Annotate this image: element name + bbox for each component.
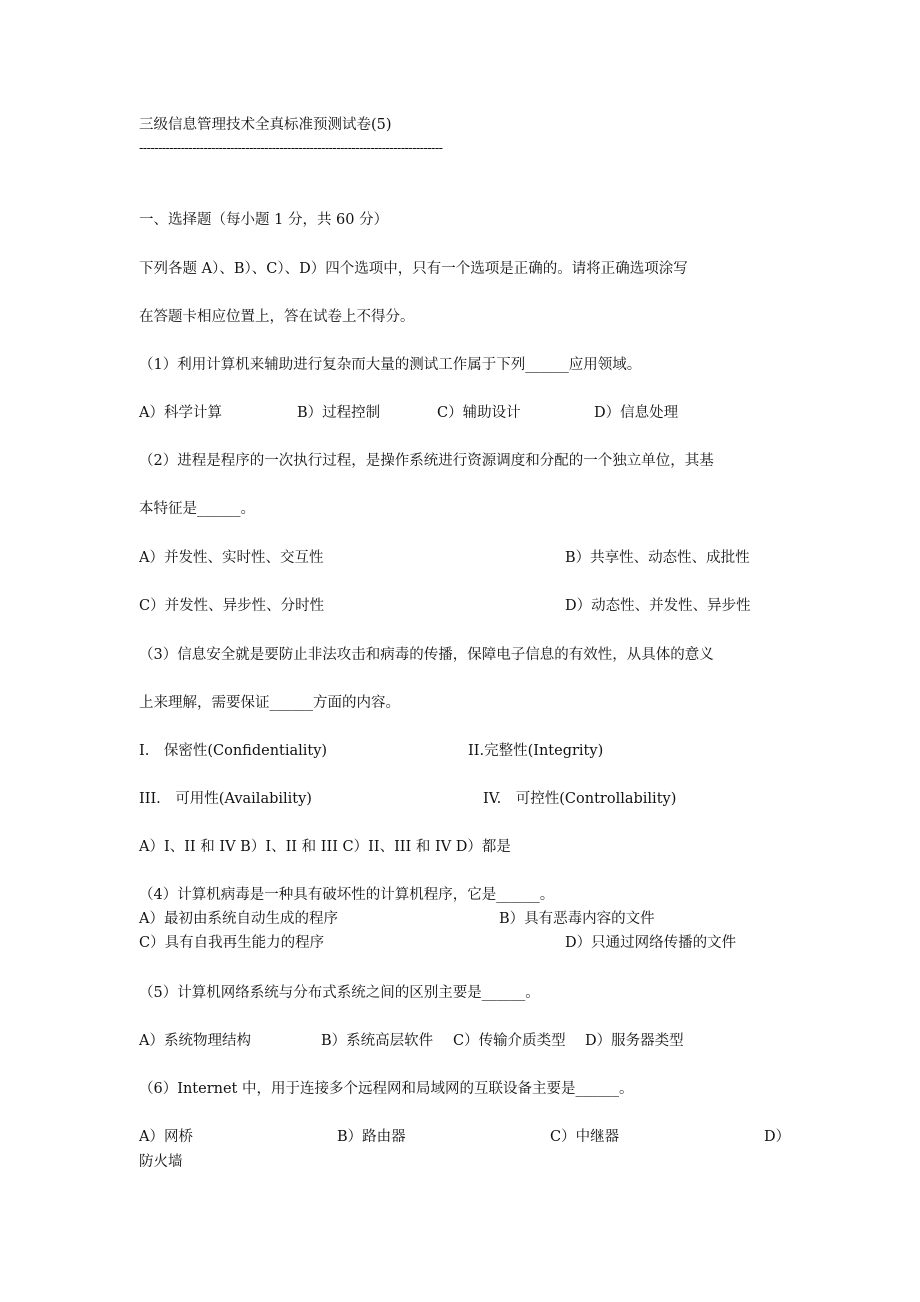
question-4-option-d: D）只通过网络传播的文件 xyxy=(565,935,737,951)
question-5-option-a: A）系统物理结构 xyxy=(139,1033,251,1049)
document-title: 三级信息管理技术全真标准预测试卷(5) xyxy=(139,117,392,133)
question-2-option-c: C）并发性、异步性、分时性 xyxy=(139,598,325,614)
question-5-option-b: B）系统高层软件 xyxy=(321,1033,434,1049)
question-1-option-c: C）辅助设计 xyxy=(437,405,521,421)
question-4-option-c: C）具有自我再生能力的程序 xyxy=(139,935,325,951)
question-1-stem: （1）利用计算机来辅助进行复杂而大量的测试工作属于下列______应用领域。 xyxy=(139,357,642,373)
question-5-stem: （5）计算机网络系统与分布式系统之间的区别主要是______。 xyxy=(139,985,540,1001)
question-6-option-d: D） xyxy=(764,1129,791,1145)
question-3-item-4: IV. 可控性(Controllability) xyxy=(483,791,677,807)
separator-line: -------------------------------------------------------------------------------- xyxy=(139,141,443,156)
question-2-option-b: B）共享性、动态性、成批性 xyxy=(565,550,750,566)
question-4-stem: （4）计算机病毒是一种具有破坏性的计算机程序，它是______。 xyxy=(139,887,555,903)
question-2-option-a: A）并发性、实时性、交互性 xyxy=(139,550,324,566)
question-1-option-a: A）科学计算 xyxy=(139,405,222,421)
question-1-option-b: B）过程控制 xyxy=(297,405,381,421)
question-6-option-d-continued: 防火墙 xyxy=(139,1154,183,1170)
question-5-option-d: D）服务器类型 xyxy=(585,1033,684,1049)
question-3-stem-line-1: （3）信息安全就是要防止非法攻击和病毒的传播，保障电子信息的有效性，从具体的意义 xyxy=(139,647,714,663)
question-1-option-d: D）信息处理 xyxy=(594,405,679,421)
question-3-item-1: I. 保密性(Confidentiality) xyxy=(139,743,328,759)
question-6-option-b: B）路由器 xyxy=(337,1129,406,1145)
question-2-option-d: D）动态性、并发性、异步性 xyxy=(565,598,751,614)
question-6-option-c: C）中继器 xyxy=(550,1129,620,1145)
question-2-stem-line-2: 本特征是______。 xyxy=(139,501,255,517)
section-heading: 一、选择题（每小题 1 分，共 60 分） xyxy=(139,212,389,228)
question-3-item-2: II.完整性(Integrity) xyxy=(468,743,604,759)
question-3-item-3: III. 可用性(Availability) xyxy=(139,791,312,807)
question-5-option-c: C）传输介质类型 xyxy=(453,1033,566,1049)
question-3-stem-line-2: 上来理解，需要保证______方面的内容。 xyxy=(139,695,400,711)
question-4-option-a: A）最初由系统自动生成的程序 xyxy=(139,911,338,927)
question-2-stem-line-1: （2）进程是程序的一次执行过程，是操作系统进行资源调度和分配的一个独立单位，其基 xyxy=(139,453,714,469)
question-6-option-a: A）网桥 xyxy=(139,1129,193,1145)
instruction-line-2: 在答题卡相应位置上，答在试卷上不得分。 xyxy=(139,309,415,325)
instruction-line-1: 下列各题 A）、B）、C）、D）四个选项中，只有一个选项是正确的。请将正确选项涂写 xyxy=(139,261,688,277)
question-6-stem: （6）Internet 中，用于连接多个远程网和局域网的互联设备主要是______。 xyxy=(139,1081,634,1097)
question-4-option-b: B）具有恶毒内容的文件 xyxy=(499,911,655,927)
question-3-options: A）I、II 和 IV B）I、II 和 III C）II、III 和 IV D）都是 xyxy=(139,839,511,855)
